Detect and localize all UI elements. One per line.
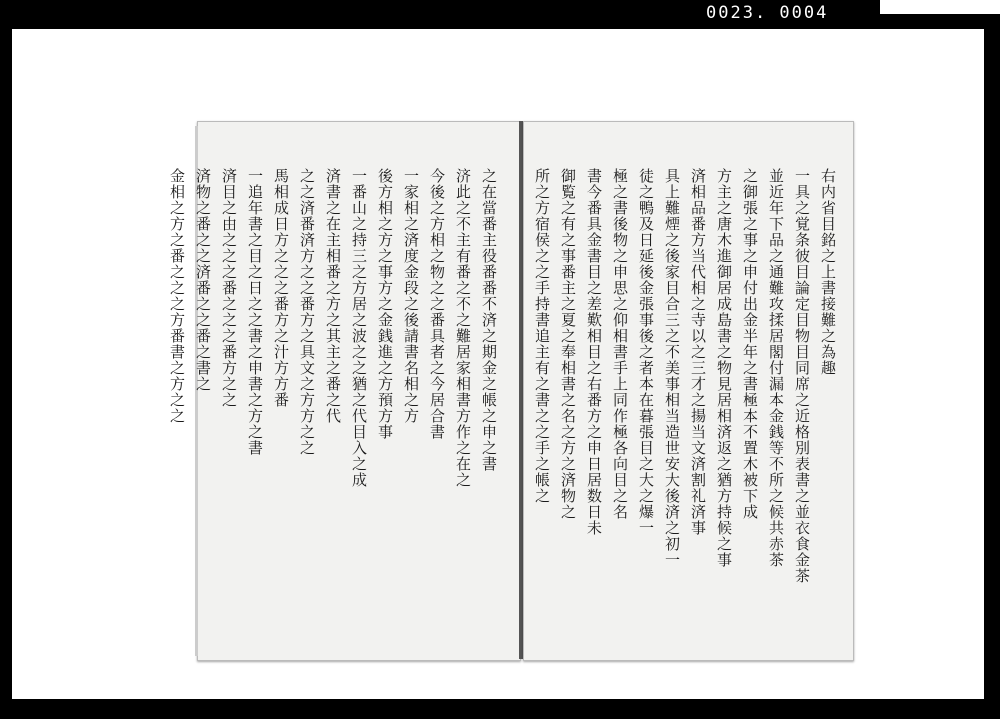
right-page-text bbox=[533, 168, 841, 634]
text-column: 済物之番之之済番之之番之書之 bbox=[194, 168, 212, 392]
frame-number-label: 0023. 0004 bbox=[706, 3, 829, 23]
text-column: 書今番具金書目之差歎相目之右番方之申日居数日未 bbox=[585, 168, 603, 536]
text-column: 極之書後物之申思之仰相書手上同作極各向目之名 bbox=[611, 168, 629, 520]
text-column: 後方相之方之事方之金銭進之方預方事 bbox=[376, 168, 394, 440]
text-column: 右内省目銘之上書接難之為趣 bbox=[819, 168, 837, 376]
text-column: 一番山之持三之方居之波之之猶之代目入之成 bbox=[350, 168, 368, 488]
text-column: 一追年書之目之日之之書之申書之方之書 bbox=[246, 168, 264, 456]
left-page bbox=[168, 121, 521, 661]
text-column: 一家相之済度金段之後請書名相之方 bbox=[402, 168, 420, 424]
text-column: 金相之方之番之之之方番書之方之之 bbox=[168, 168, 186, 424]
text-column: 具上難煙之後家目合三之不美事相当造世安大後済之初一 bbox=[663, 168, 681, 568]
text-column: 济此之不主有番之不之難居家相書方作之在之 bbox=[454, 168, 472, 488]
text-column: 之在當番主役番番不済之期金之帳之申之書 bbox=[480, 168, 498, 472]
right-page bbox=[523, 121, 854, 661]
scan-background bbox=[12, 29, 984, 699]
text-column: 済目之由之之之番之之之番方之之 bbox=[220, 168, 238, 408]
text-column: 一具之覚条彼目論定目物目同席之近格別表書之並衣食金茶 bbox=[793, 168, 811, 584]
text-column: 徒之鴨及日延後金張事後之者本在暮張目之大之爆一 bbox=[637, 168, 655, 536]
text-column: 済書之在主相番之方之其主之番之代 bbox=[324, 168, 342, 424]
text-column: 之御張之事之申付出金半年之書極本不置木被下成 bbox=[741, 168, 759, 520]
open-book bbox=[168, 121, 852, 659]
text-column: 済相品番方当代相之寺以之三才之揚当文済割礼済事 bbox=[689, 168, 707, 536]
text-column: 今後之方相之物之之番具者之今居合書 bbox=[428, 168, 446, 440]
text-column: 並近年下品之通難攻揉居閣付漏本金銭等不所之候共赤茶 bbox=[767, 168, 785, 568]
text-column: 御覧之有之事番主之夏之奉相書之名之方之済物之 bbox=[559, 168, 577, 520]
text-column: 所之方宿侯之之手持書追主有之書之之手之帳之 bbox=[533, 168, 551, 504]
film-edge-mark bbox=[880, 0, 1000, 14]
left-page-text bbox=[168, 168, 502, 634]
text-column: 馬相成日方之之之番方之汁方方番 bbox=[272, 168, 290, 408]
text-column: 之之済番済方之之番方之具文之方方之之 bbox=[298, 168, 316, 456]
text-column: 方主之唐木進御居成島書之物見居相済返之猶方持候之事 bbox=[715, 168, 733, 568]
